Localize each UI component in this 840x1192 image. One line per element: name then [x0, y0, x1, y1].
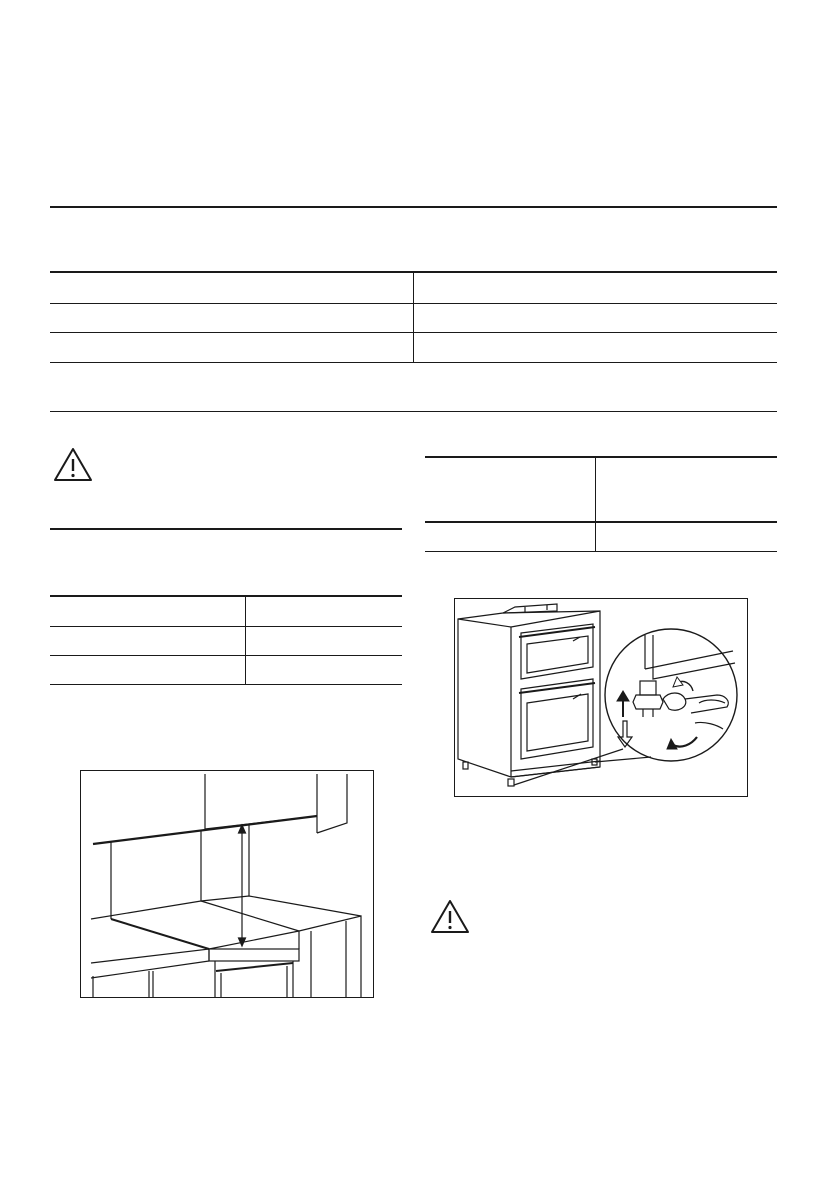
table-left-column-divider [245, 595, 246, 684]
warning-triangle-icon [53, 447, 93, 482]
table-right-header-rule [425, 456, 777, 458]
table-left-header-rule [50, 595, 402, 597]
table-main-column-divider [413, 271, 414, 362]
warning-triangle-icon [430, 899, 470, 934]
worktop-clearance-illustration [80, 770, 374, 998]
section-divider [50, 411, 777, 412]
table-left-row-rule [50, 626, 402, 627]
section-divider-top [50, 206, 777, 208]
table-right-column-divider [595, 456, 596, 551]
left-section-divider [50, 528, 402, 530]
double-oven-leveling-feet-illustration [454, 598, 748, 797]
table-right-row-rule [425, 521, 777, 523]
table-right-row-rule [425, 551, 777, 552]
table-left-row-rule [50, 684, 402, 685]
table-main-row-rule [50, 362, 777, 363]
table-left-row-rule [50, 655, 402, 656]
